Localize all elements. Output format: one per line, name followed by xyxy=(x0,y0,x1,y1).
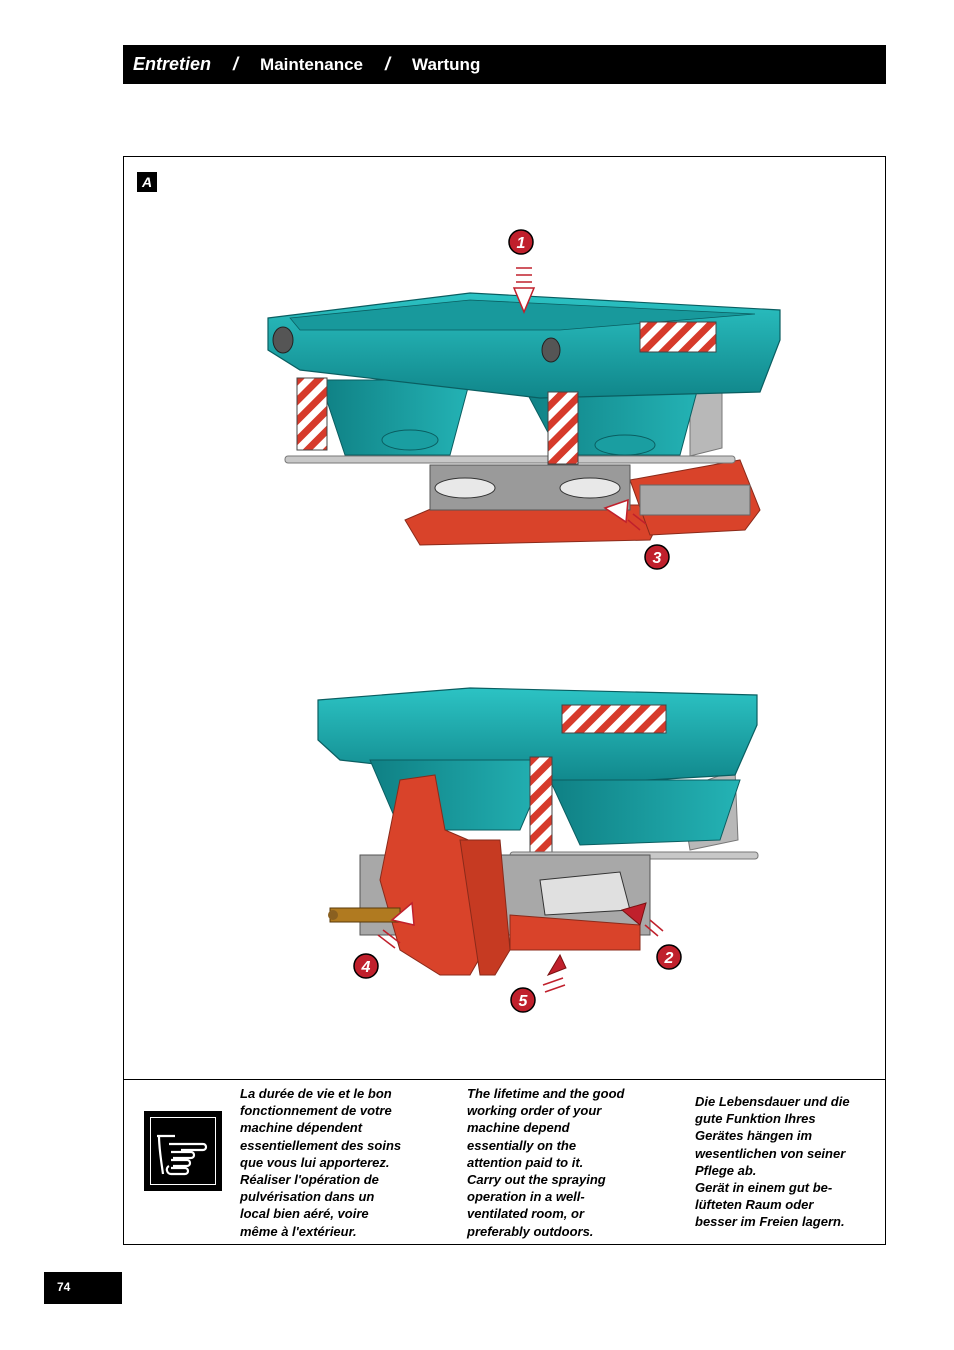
note-fr-line: même à l'extérieur. xyxy=(240,1223,357,1239)
spreader-rear-view xyxy=(268,293,780,545)
arrow-5-icon xyxy=(543,955,566,992)
note-fr-line: pulvérisation dans un xyxy=(240,1189,375,1205)
note-de-line: lüfteten Raum oder xyxy=(695,1197,814,1213)
page-number: 74 xyxy=(44,1272,122,1304)
note-de-line: gute Funktion Ihres xyxy=(695,1111,816,1127)
callout-4 xyxy=(354,954,378,978)
note-fr-line: que vous lui apporterez. xyxy=(240,1154,390,1170)
note-en-line: working order of your xyxy=(467,1103,602,1119)
note-de xyxy=(695,1093,880,1231)
note-fr-line: essentiellement des soins xyxy=(240,1137,402,1153)
note-en-line: essentially on the xyxy=(467,1137,577,1153)
note-de-line: Gerätes hängen im xyxy=(695,1128,813,1144)
header-separator: / xyxy=(385,54,391,74)
callout-2-label: 2 xyxy=(664,950,674,967)
note-de-line: Die Lebensdauer und die xyxy=(695,1094,850,1109)
callout-1-label: 1 xyxy=(516,235,526,252)
note-fr-line: La durée de vie et le bon xyxy=(240,1086,392,1101)
callout-3-label: 3 xyxy=(652,550,662,567)
note-de-line: Gerät in einem gut be- xyxy=(695,1180,833,1196)
pointing-hand-icon xyxy=(144,1111,222,1191)
note-fr-line: machine dépendent xyxy=(240,1120,363,1136)
header-separator: / xyxy=(233,54,239,74)
note-de-line: besser im Freien lagern. xyxy=(695,1214,845,1230)
note-fr-line: local bien aéré, voire xyxy=(240,1206,369,1222)
callout-5 xyxy=(511,988,535,1012)
callout-4-label: 4 xyxy=(361,959,371,976)
header-title-de: Wartung xyxy=(412,54,481,74)
header-title-en: Maintenance xyxy=(260,54,364,74)
note-en-line: ventilated room, or xyxy=(467,1206,585,1222)
callout-3 xyxy=(645,545,669,569)
note-fr xyxy=(240,1085,440,1240)
note-en-line: preferably outdoors. xyxy=(467,1223,594,1239)
note-fr-line: Réaliser l'opération de xyxy=(240,1172,379,1188)
spreader-front-view xyxy=(318,688,758,975)
note-de-line: wesentlichen von seiner xyxy=(695,1145,846,1161)
note-en-line: Carry out the spraying xyxy=(467,1172,606,1188)
note-en xyxy=(467,1085,667,1240)
note-en-line: attention paid to it. xyxy=(467,1154,584,1170)
callout-5-label: 5 xyxy=(518,993,528,1010)
note-en-line: machine depend xyxy=(467,1120,570,1136)
header-title-fr: Entretien xyxy=(133,54,212,74)
callout-2 xyxy=(657,945,681,969)
note-de-line: Pflege ab. xyxy=(695,1162,757,1178)
callout-1 xyxy=(509,230,533,254)
note-fr-line: fonctionnement de votre xyxy=(240,1103,392,1119)
note-en-line: The lifetime and the good xyxy=(467,1086,625,1101)
figure-label: A xyxy=(137,172,157,192)
note-en-line: operation in a well- xyxy=(467,1189,585,1205)
